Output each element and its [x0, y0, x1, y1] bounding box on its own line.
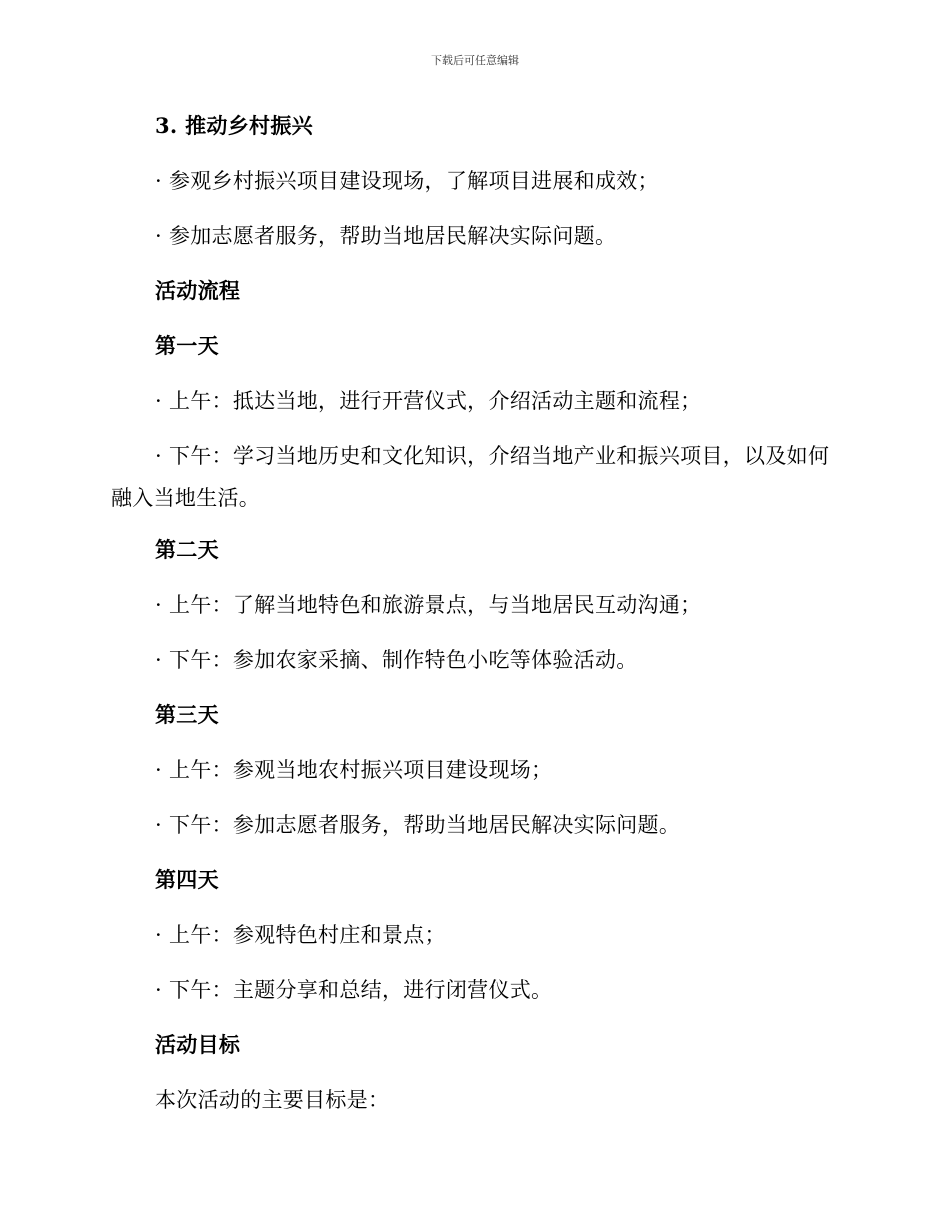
list-item: · 下午：参加志愿者服务，帮助当地居民解决实际问题。 [155, 813, 681, 837]
day-heading-2: 第二天 [155, 537, 219, 562]
list-item: · 参加志愿者服务，帮助当地居民解决实际问题。 [155, 224, 617, 248]
list-item: · 上午：参观当地农村振兴项目建设现场； [155, 758, 553, 782]
list-item: · 上午：抵达当地，进行开营仪式，介绍活动主题和流程； [155, 389, 702, 413]
day-heading-4: 第四天 [155, 867, 219, 892]
list-item: · 下午：主题分享和总结，进行闭营仪式。 [155, 978, 553, 1002]
list-item: · 下午：参加农家采摘、制作特色小吃等体验活动。 [155, 648, 638, 672]
body-paragraph: 本次活动的主要目标是： [155, 1088, 390, 1112]
document-body [111, 108, 831, 1137]
section-heading-activity-flow: 活动流程 [155, 278, 241, 303]
list-item: · 上午：了解当地特色和旅游景点，与当地居民互动沟通； [155, 593, 702, 617]
section-heading-activity-goals: 活动目标 [155, 1032, 241, 1057]
list-item: · 上午：参观特色村庄和景点； [155, 923, 446, 947]
page-header: 下载后可任意编辑 [431, 54, 519, 67]
section-heading-rural-revitalization: 3. 推动乡村振兴 [155, 113, 313, 138]
day-heading-3: 第三天 [155, 702, 219, 727]
list-item: · 参观乡村振兴项目建设现场，了解项目进展和成效； [155, 169, 659, 193]
day-heading-1: 第一天 [155, 333, 219, 358]
list-item: · 下午：学习当地历史和文化知识，介绍当地产业和振兴项目，以及如何融入当地生活。 [111, 444, 830, 510]
